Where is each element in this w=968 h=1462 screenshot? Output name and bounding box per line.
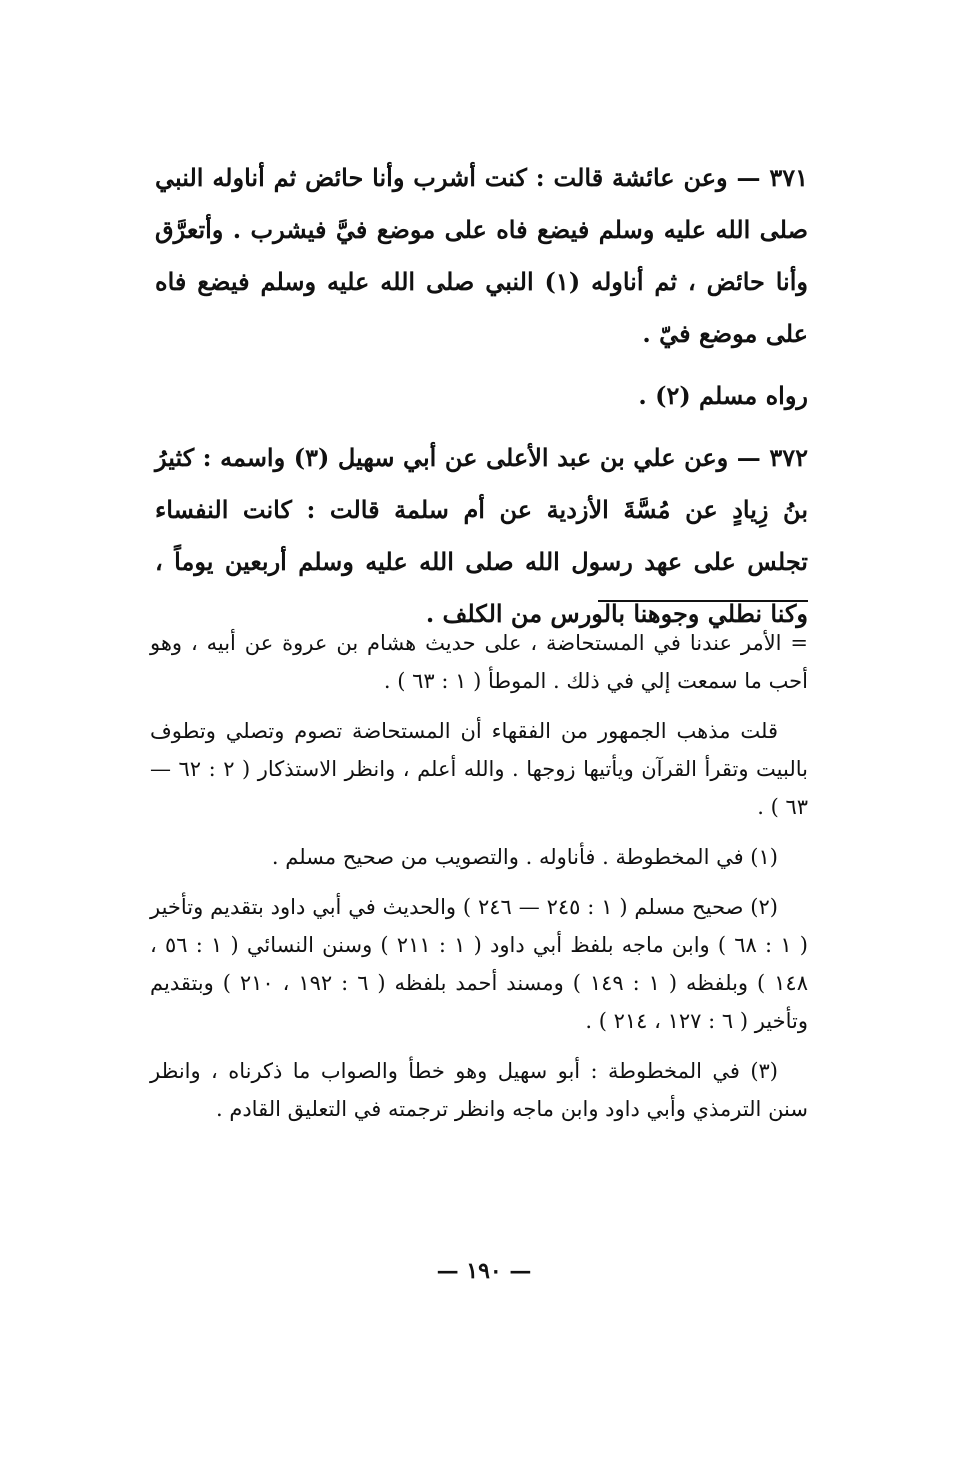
footnote-continuation: = الأمر عندنا في المستحاضة ، على حديث هشام بن عروة عن أبيه ، وهو أحب ما سمعت إلي في ذلك . الموطأ ( ١ : ٦٣ ) . [150,631,808,693]
hadith-371: ٣٧١ — وعن عائشة قالت : كنت أشرب وأنا حائض ثم أناوله النبي صلى الله عليه وسلم فيضع فاه على موضع فيَّ فيشرب . وأتعرَّق وأنا حائض ، ثم أناوله (١) النبي صلى الله عليه وسلم فيضع فاه على موضع فيّ . [155,163,808,348]
hadith-372: ٣٧٢ — وعن علي بن عبد الأعلى عن أبي سهيل (٣) واسمه : كثيرُ بنُ زِيادٍ عن مُسَّةَ الأزدية عن أم سلمة قالت : كانت النفساء تجلس على عهد رسول الله صلى الله عليه وسلم أربعين يوماً ، وكنا نطلي وجوهنا بالورس من الكلف . [155,443,809,628]
footnote-2: (٢) صحيح مسلم ( ١ : ٢٤٥ — ٢٤٦ ) والحديث في أبي داود بتقديم وتأخير ( ١ : ٦٨ ) وابن ماجه بلفظ أبي داود ( ١ : ٢١١ ) وسنن النسائي ( ١ : ٥٦ ، ١٤٨ ) وبلفظه ( ١ : ١٤٩ ) ومسند أحمد بلفظه ( ٦ : ١٩٢ ، ٢١٠ ) وبتقديم وتأخير ( ٦ : ١٢٧ ، ٢١٤ ) . [150,895,808,1033]
footnote-separator [598,600,808,602]
footnote-3: (٣) في المخطوطة : أبو سهيل وهو خطأ والصواب ما ذكرناه ، وانظر سنن الترمذي وأبي داود وابن ماجه وانظر ترجمته في التعليق القادم . [150,1059,808,1121]
hadith-371-source: رواه مسلم (٢) . [638,381,808,410]
footnote-1: (١) في المخطوطة . فأناوله . والتصويب من صحيح مسلم . [271,845,778,869]
main-text [155,152,808,640]
footnotes [150,624,808,1140]
page-number: — ١٩٠ — [436,1258,532,1284]
footnote-comment: قلت مذهب الجمهور من الفقهاء أن المستحاضة تصوم وتصلي وتطوف بالبيت وتقرأ القرآن ويأتيها زوجها . والله أعلم ، وانظر الاستذكار ( ٢ : ٦٢ — ٦٣ ) . [150,719,808,819]
